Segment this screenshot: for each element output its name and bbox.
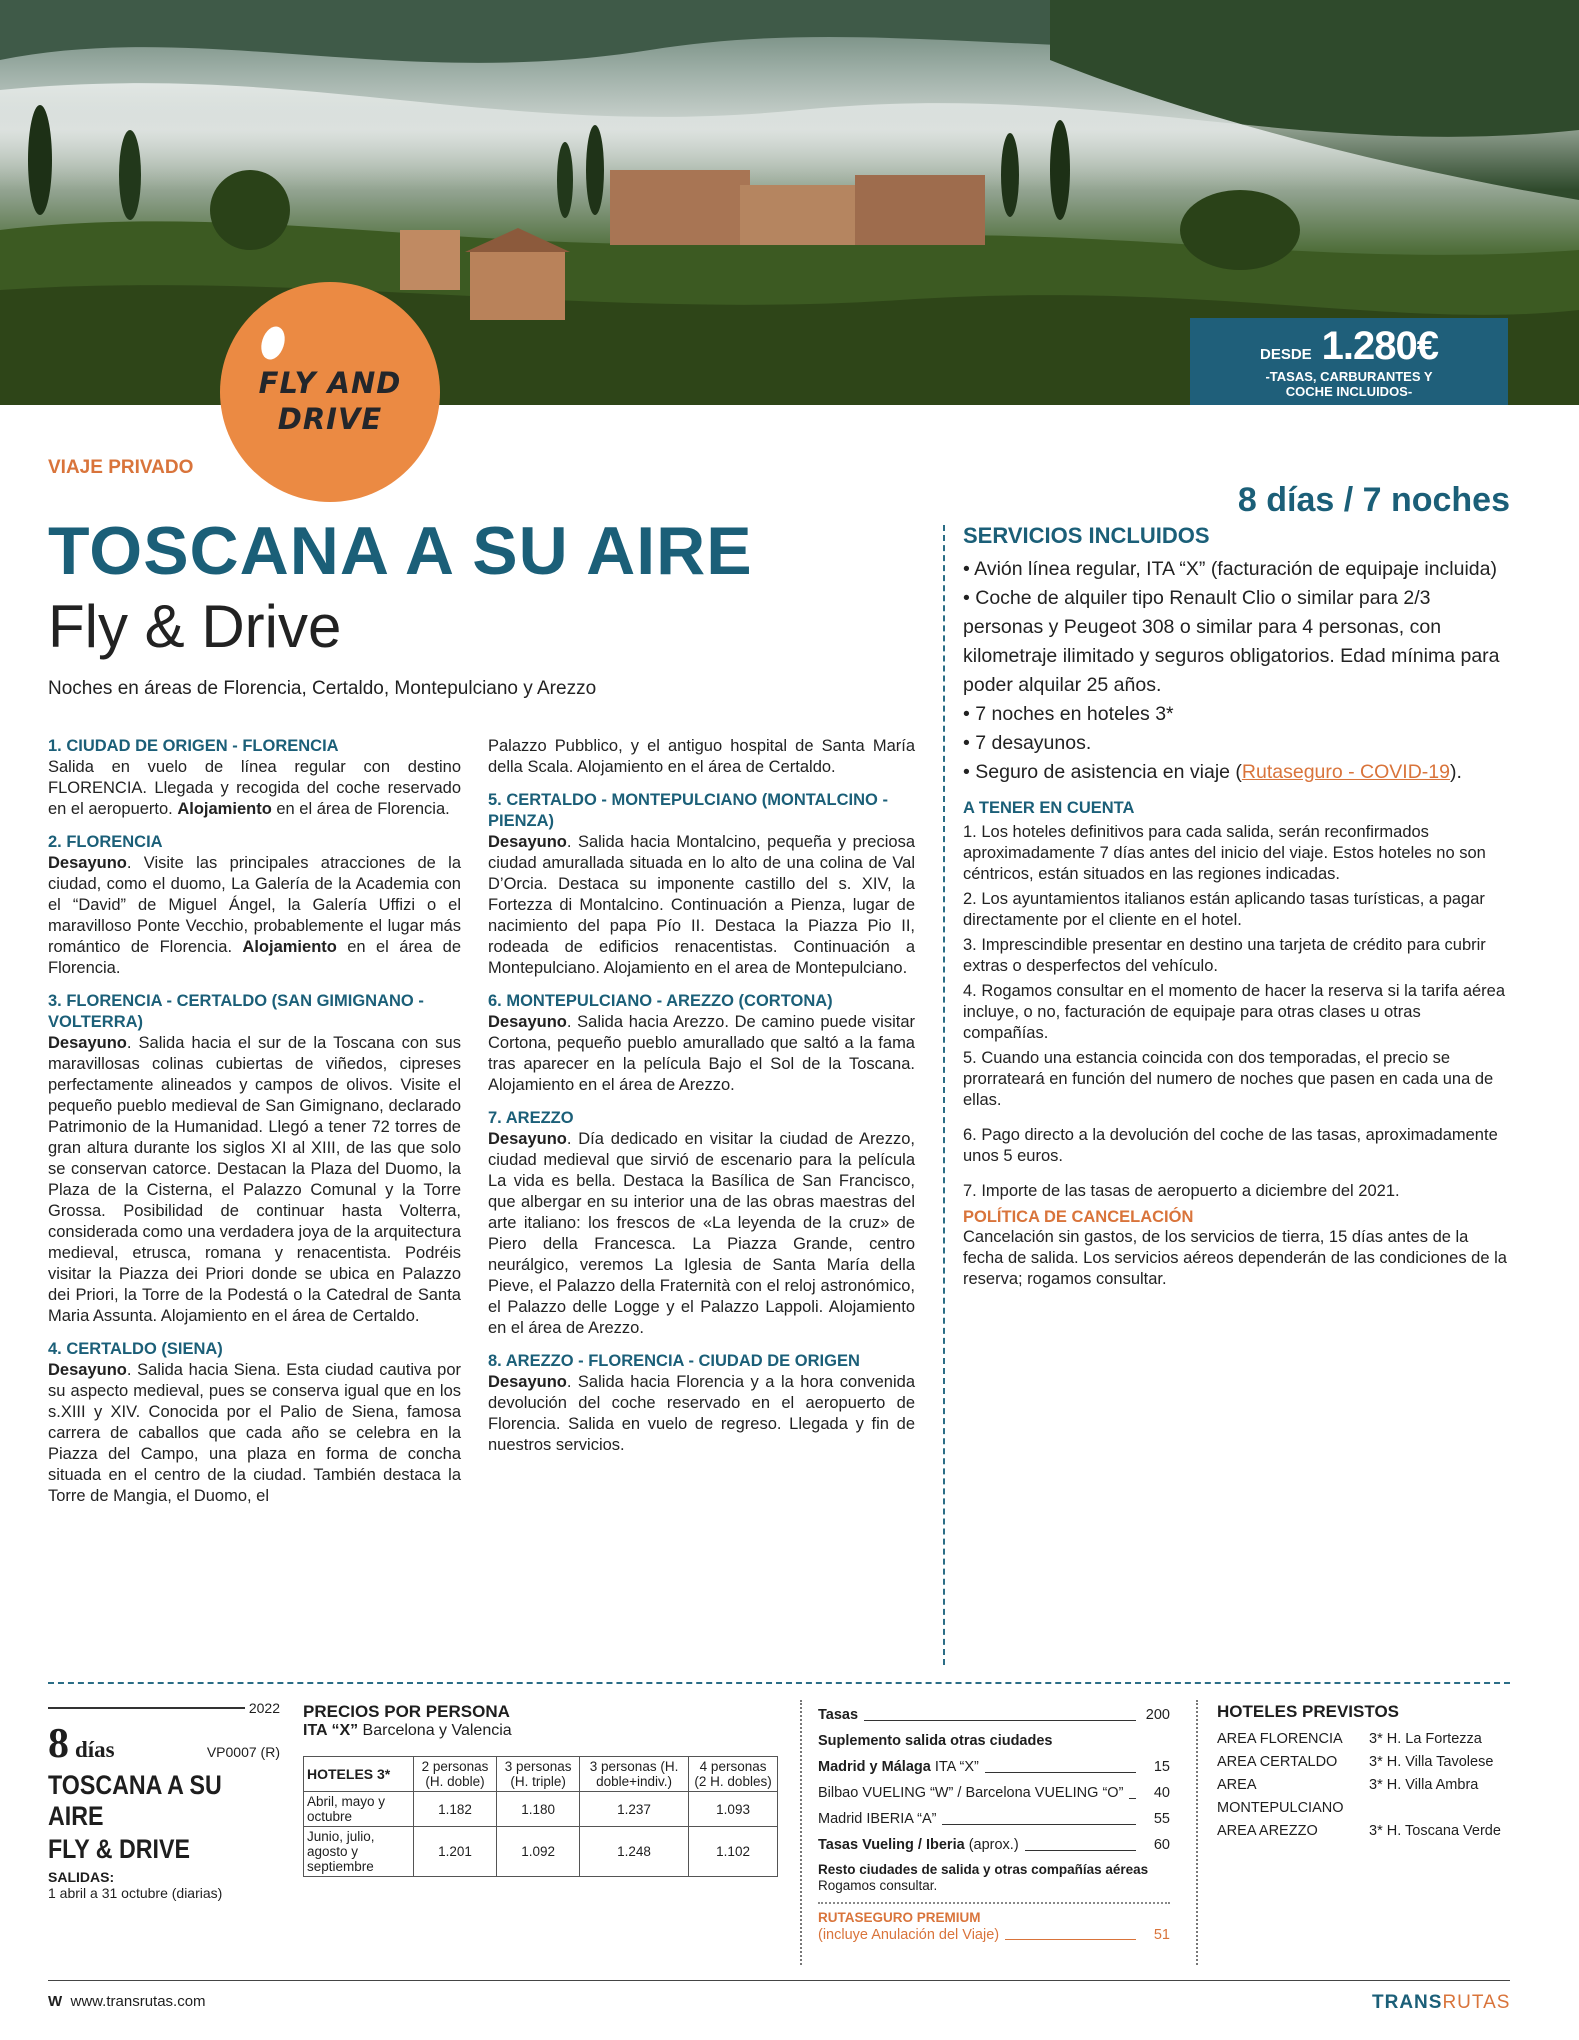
prices-title: PRECIOS POR PERSONA: [303, 1702, 510, 1721]
table-row: Abril, mayo y octubre 1.182 1.180 1.237 1.093: [304, 1792, 778, 1827]
other-cities-note: Rogamos consultar.: [818, 1878, 938, 1893]
day-title: 1. CIUDAD DE ORIGEN - FLORENCIA: [48, 737, 339, 755]
trip-summary: [48, 1700, 280, 1901]
trip-duration: 8 días / 7 noches: [1237, 481, 1510, 519]
day-title: 6. MONTEPULCIANO - AREZZO (CORTONA): [488, 992, 833, 1010]
badge-dot-icon: [257, 323, 288, 362]
prices-table: [303, 1756, 778, 1877]
day-title: 2. FLORENCIA: [48, 833, 163, 851]
tasas-line: Tasas 200: [818, 1707, 1170, 1723]
footer-line: [48, 1980, 1510, 1981]
brand-logo: TRANSRUTAS: [1372, 1992, 1511, 2013]
page-title: TOSCANA A SU AIRE: [48, 513, 753, 589]
page-subtitle: Fly & Drive: [48, 593, 342, 660]
day-text: Desayuno. Salida hacia Florencia y a la hora convenida devolución del coche reservado en el aeropuerto de Florencia. Salida en vuelo de regreso. Llegada y fin de nuestros servicios.: [488, 1373, 915, 1454]
service-item: • Coche de alquiler tipo Renault Clio o similar para 2/3 personas y Peugeot 308 o similar para 4 personas, con kilometraje ilimitado y seguros obligatorios. Edad mínima para poder alquilar 25 años.: [963, 587, 1500, 696]
day-title: 7. AREZZO: [488, 1109, 574, 1127]
services-column: [963, 523, 1508, 1290]
badge-line-2: DRIVE: [277, 402, 383, 436]
table-header: HOTELES 3*: [304, 1757, 414, 1792]
salidas-label: SALIDAS:: [48, 1869, 115, 1885]
column-divider: [943, 525, 945, 1665]
table-header: 4 personas (2 H. dobles): [689, 1757, 778, 1792]
hotels-section: [1217, 1702, 1512, 1843]
service-item: • Seguro de asistencia en viaje (Rutaseguro - COVID-19).: [963, 761, 1462, 783]
day-text: Desayuno. Salida hacia Siena. Esta ciudad cautiva por su aspecto medieval, pues se conserva igual que en los s.XIII y XIV. Conocida por el Palio de Siena, famosa carrera de caballos que cada año se celebra en la Piazza del Campo, una plaza en forma de concha situada en el centro de la ciudad. También destaca la Torre de Mangia, el Duomo, el: [48, 1361, 461, 1505]
section-divider: [48, 1682, 1510, 1684]
service-item: • 7 desayunos.: [963, 732, 1092, 754]
supplement-line: Bilbao VUELING “W” / Barcelona VUELING “O” 40: [818, 1785, 1170, 1801]
table-header: 3 personas (H. doble+indiv.): [579, 1757, 688, 1792]
summary-name-2: FLY & DRIVE: [48, 1834, 190, 1864]
day-title: 4. CERTALDO (SIENA): [48, 1340, 223, 1358]
note-item: 5. Cuando una estancia coincida con dos temporadas, el precio se prorrateará en función del numero de noches que pasen en cada una de ellas.: [963, 1049, 1494, 1109]
table-header: 2 personas (H. doble): [413, 1757, 497, 1792]
day-text: Desayuno. Visite las principales atracciones de la ciudad, como el duomo, La Galería de la Academia con el “David” de Miguel Ángel, la Galería Uffizi o el maravilloso Ponte Vecchio, probablemente el lugar más romántico de Florencia. Alojamiento en el área de Florencia.: [48, 854, 461, 977]
price-amount: 1.280€: [1321, 324, 1439, 368]
hotel-row: AREA CERTALDO 3* H. Villa Tavolese: [1217, 1754, 1494, 1770]
services-list: [963, 555, 1508, 787]
hotel-row: AREA AREZZO 3* H. Toscana Verde: [1217, 1823, 1501, 1839]
other-cities-label: Resto ciudades de salida y otras compañías aéreas: [818, 1862, 1149, 1877]
itinerary-column-2: [488, 736, 915, 1456]
itinerary-column-1: [48, 736, 461, 1507]
note-item: 4. Rogamos consultar en el momento de hacer la reserva si la tarifa aérea incluye, o no, facturación de equipaje para otras clases u otras compañías.: [963, 982, 1506, 1042]
trip-type-tag: VIAJE PRIVADO: [48, 457, 194, 478]
notes-title: A TENER EN CUENTA: [963, 799, 1135, 817]
note-item: 1. Los hoteles definitivos para cada salida, serán reconfirmados aproximadamente 7 días antes del inicio del viaje. Estos hoteles no son céntricos, están situados en las regiones indicadas.: [963, 823, 1486, 883]
day-title: 8. AREZZO - FLORENCIA - CIUDAD DE ORIGEN: [488, 1352, 860, 1370]
table-header: 3 personas (H. triple): [497, 1757, 580, 1792]
badge-line-1: FLY AND: [258, 366, 402, 400]
trip-code: VP0007 (R): [206, 1744, 280, 1760]
day-text: Palazzo Pubblico, y el antiguo hospital de Santa María della Scala. Alojamiento en el área de Certaldo.: [488, 737, 915, 776]
insurance-title: RUTASEGURO PREMIUM: [818, 1910, 981, 1925]
day-text: Salida en vuelo de línea regular con destino FLORENCIA. Llegada y recogida del coche reservado en el aeropuerto. Alojamiento en el área de Florencia.: [48, 758, 461, 818]
day-text: Desayuno. Día dedicado en visitar la ciudad de Arezzo, ciudad medieval que sirvió de escenario para la película La vida es bella. Destaca la Basílica de San Francisco, que albergar en su interior una de las obras maestras del arte italiano: los frescos de «La leyenda de la cruz» de Piero della Francesca. La Piazza Grande, centro neurálgico, veremos La Iglesia de Santa María della Pieve, el Palazzo della Fraternità con el reloj astronómico, el Palazzo delle Logge y el Palazzo Lappoli. Alojamiento en el área de Arezzo.: [488, 1130, 915, 1337]
hotel-row: AREA MONTEPULCIANO 3* H. Villa Ambra: [1217, 1777, 1479, 1816]
prices-section: [303, 1702, 778, 1877]
dotted-divider: [1196, 1700, 1198, 1965]
service-item: • 7 noches en hoteles 3*: [963, 703, 1174, 725]
nights-description: Noches en áreas de Florencia, Certaldo, Montepulciano y Arezzo: [48, 678, 597, 699]
fly-and-drive-badge: [220, 282, 440, 502]
dotted-divider: [800, 1700, 802, 1965]
supplement-line: Madrid IBERIA “A” 55: [818, 1811, 1170, 1827]
summary-days-number: 8: [48, 1721, 69, 1767]
day-text: Desayuno. Salida hacia Arezzo. De camino puede visitar Cortona, pequeño pueblo amurallado que saltó a la fama tras aparecer en la película Bajo el Sol de la Toscana. Alojamiento en el área de Arezzo.: [488, 1013, 915, 1094]
summary-days-unit: días: [75, 1737, 115, 1762]
day-text: Desayuno. Salida hacia Montalcino, pequeña y preciosa ciudad amurallada situada en lo alto de una colina de Val D’Orcia. Destaca su imponente castillo del s. XIV, la Fortezza di Montalcino. Continuación a Pienza, lugar de nacimiento del papa Pío II. Destaca la Piazza Pio II, rodeada de edificios renacentistas. Continuación a Montepulciano. Alojamiento en el area de Montepulciano.: [488, 833, 915, 977]
cancellation-title: POLÍTICA DE CANCELACIÓN: [963, 1208, 1194, 1226]
hotel-row: AREA FLORENCIA 3* H. La Fortezza: [1217, 1731, 1482, 1747]
summary-year: 2022: [248, 1700, 280, 1716]
hotels-title: HOTELES PREVISTOS: [1217, 1702, 1400, 1721]
note-item: 3. Imprescindible presentar en destino una tarjeta de crédito para cubrir extras o desperfectos del vehículo.: [963, 936, 1486, 975]
footer-website[interactable]: W www.transrutas.com: [48, 1993, 206, 2010]
table-row: Junio, julio, agosto y septiembre 1.201 1.092 1.248 1.102: [304, 1827, 778, 1877]
price-note: -TASAS, CARBURANTES Y COCHE INCLUIDOS-: [1265, 369, 1433, 399]
price-box: [1190, 318, 1508, 405]
insurance-link[interactable]: Rutaseguro - COVID-19: [1241, 761, 1450, 783]
day-title: 5. CERTALDO - MONTEPULCIANO (MONTALCINO - PIENZA): [488, 791, 888, 830]
note-item: 2. Los ayuntamientos italianos están aplicando tasas turísticas, a pagar directamente por el cliente en el hotel.: [963, 890, 1485, 929]
supplement-line: Madrid y Málaga ITA “X” 15: [818, 1759, 1170, 1775]
service-item: • Avión línea regular, ITA “X” (facturación de equipaje incluida): [963, 558, 1497, 580]
supplement-label: Suplemento salida otras ciudades: [818, 1733, 1053, 1749]
summary-name-1: TOSCANA A SU AIRE: [48, 1770, 222, 1831]
salidas-text: 1 abril a 31 octubre (diarias): [48, 1885, 223, 1901]
price-prefix: DESDE: [1259, 346, 1312, 363]
insurance-line: (incluye Anulación del Viaje) 51: [818, 1927, 1170, 1943]
notes-list: [963, 822, 1508, 1202]
services-title: SERVICIOS INCLUIDOS: [963, 523, 1210, 548]
note-item: 7. Importe de las tasas de aeropuerto a diciembre del 2021.: [963, 1182, 1400, 1200]
prices-subtitle: ITA “X” Barcelona y Valencia: [303, 1722, 512, 1739]
note-item: 6. Pago directo a la devolución del coche de las tasas, aproximadamente unos 5 euros.: [963, 1126, 1498, 1165]
day-title: 3. FLORENCIA - CERTALDO (SAN GIMIGNANO - VOLTERRA): [48, 992, 424, 1031]
cancellation-text: Cancelación sin gastos, de los servicios de tierra, 15 días antes de la fecha de salida. Los servicios aéreos dependerán de las condiciones de la reserva; rogamos consultar.: [963, 1228, 1507, 1288]
day-text: Desayuno. Salida hacia el sur de la Toscana con sus maravillosas colinas cubiertas de viñedos, cipreses perfectamente alineados y campos de olivos. Visite el pequeño pueblo medieval de San Gimignano, declarado Patrimonio de la Humanidad. Llegó a tener 72 torres de gran altura durante los siglos XI al XIII, de las que solo se conservan catorce. Destacan la Plaza del Duomo, la Plaza de la Cisterna, el Palazzo Comunal y la Torre Grossa. Posibilidad de continuar hasta Volterra, considerada como una verdadera joya de la arquitectura medieval, etrusca, romana y renacentista. Podréis visitar la Piazza dei Priori donde se ubica en Palazzo dei Priori, la Torre de la Podestá o la Catedral de Santa Maria Assunta. Alojamiento en el área de Certaldo.: [48, 1034, 461, 1325]
tasas-section: [818, 1702, 1170, 1944]
supplement-line: Tasas Vueling / Iberia (aprox.) 60: [818, 1837, 1170, 1853]
